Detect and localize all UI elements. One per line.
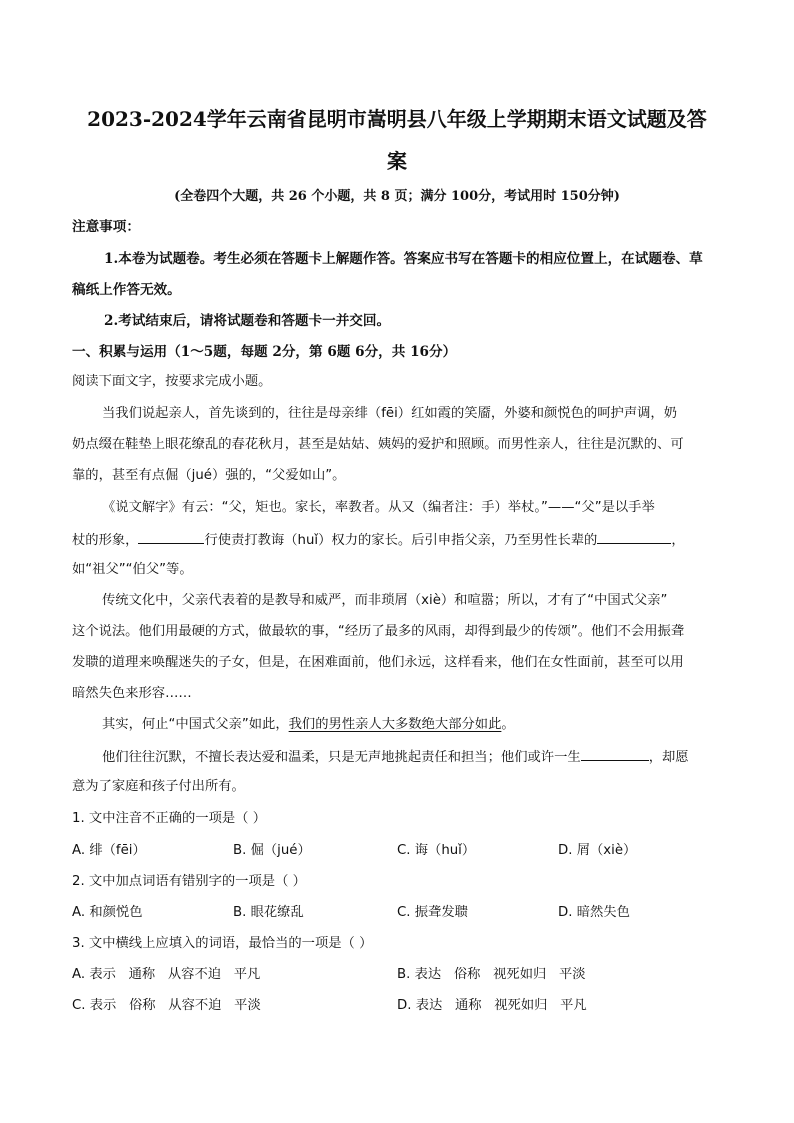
question-1-option-b: B. 倔（jué） (233, 843, 311, 858)
question-1-option-a: A. 绯（fēi） (72, 843, 146, 858)
notice-item-1-cont: 稿纸上作答无效。 (72, 282, 181, 298)
passage-p2-line3: 如“祖父”“伯父”等。 (72, 562, 193, 577)
passage-text: 杖的形象， (72, 533, 139, 548)
passage-p4 (102, 716, 515, 734)
question-3-option-a: A. 表示 通称 从容不迫 平凡 (72, 967, 261, 982)
doc-title-line2: 案 (387, 149, 407, 173)
passage-p1-line2: 奶点缀在鞋垫上眼花缭乱的春花秋月，甚至是姑姑、姨妈的爱护和照顾。而男性亲人，往往是沉默的、可 (72, 437, 684, 452)
question-2-option-d: D. 暗然失色 (558, 905, 630, 920)
fill-blank-2 (597, 530, 671, 544)
passage-p3-line3: 发聩的道理来唤醒迷失的子女，但是，在困难面前，他们永远，这样看来，他们在女性面前，甚至可以用 (72, 655, 684, 670)
passage-p2-line2 (72, 530, 685, 550)
passage-text: ， (671, 533, 685, 548)
fill-blank-3 (581, 747, 649, 761)
passage-p5-line1 (102, 747, 689, 767)
passage-text: 其实，何止“中国式父亲”如此， (102, 717, 289, 732)
question-2-option-b: B. 眼花缭乱 (233, 905, 304, 920)
doc-title-line1: 2023-2024学年云南省昆明市嵩明县八年级上学期期末语文试题及答 (87, 107, 707, 131)
passage-text: ，却愿 (648, 750, 689, 765)
fill-blank-1 (138, 530, 204, 544)
notice-item-2: 2.考试结束后，请将试题卷和答题卡一并交回。 (104, 313, 391, 329)
passage-p1-line3: 靠的，甚至有点倔（jué）强的，“父爱如山”。 (72, 468, 346, 483)
notice-heading: 注意事项： (72, 219, 140, 235)
passage-p3-line1: 传统文化中，父亲代表着的是教导和威严，而非琐屑（xiè）和喧嚣；所以，才有了“中国式父亲” (102, 593, 668, 608)
question-3-option-c: C. 表示 俗称 从容不迫 平淡 (72, 998, 261, 1013)
passage-p3-line4: 暗然失色来形容…… (72, 686, 192, 701)
question-1-option-c: C. 诲（huǐ） (397, 843, 476, 858)
question-2-option-c: C. 振聋发聩 (397, 905, 468, 920)
passage-p5-line2: 意为了家庭和孩子付出所有。 (72, 779, 245, 794)
question-3-option-d: D. 表达 通称 视死如归 平凡 (397, 998, 587, 1013)
underlined-sentence: 我们的男性亲人大多数绝大部分如此 (288, 717, 502, 732)
passage-p2-line1: 《说文解字》有云：“父，矩也。家长，率教者。从又（编者注：手）举杖。”——“父”是以手举 (102, 500, 655, 515)
exam-info: (全卷四个大题，共 26 个小题，共 8 页；满分 100分，考试用时 150分钟) (174, 189, 620, 204)
section-heading: 一、积累与运用（1～5题，每题 2分，第 6题 6分，共 16分） (72, 344, 457, 360)
passage-p1-line1: 当我们说起亲人，首先谈到的，往往是母亲绯（fēi）红如霞的笑靥，外婆和颜悦色的呵护声调，奶 (102, 406, 678, 421)
passage-text: 。 (501, 717, 515, 732)
question-2-stem: 2. 文中加点词语有错别字的一项是（ ） (72, 874, 306, 889)
passage-text: 行使责打教诲（huǐ）权力的家长。后引申指父亲，乃至男性长辈的 (204, 533, 598, 548)
question-1-option-d: D. 屑（xiè） (558, 843, 637, 858)
question-2-option-a: A. 和颜悦色 (72, 905, 143, 920)
question-3-option-b: B. 表达 俗称 视死如归 平淡 (397, 967, 586, 982)
question-3-stem: 3. 文中横线上应填入的词语，最恰当的一项是（ ） (72, 936, 373, 951)
reading-instruction: 阅读下面文字，按要求完成小题。 (72, 374, 272, 389)
notice-item-1: 1.本卷为试题卷。考生必须在答题卡上解题作答。答案应书写在答题卡的相应位置上，在试题卷、草 (104, 251, 703, 267)
passage-text: 他们往往沉默，不擅长表达爱和温柔，只是无声地挑起责任和担当；他们或许一生 (102, 750, 581, 765)
passage-p3-line2: 这个说法。他们用最硬的方式，做最软的事，“经历了最多的风雨，却得到最少的传颂”。他们不会用振聋 (72, 624, 685, 639)
question-1-stem: 1. 文中注音不正确的一项是（ ） (72, 811, 266, 826)
